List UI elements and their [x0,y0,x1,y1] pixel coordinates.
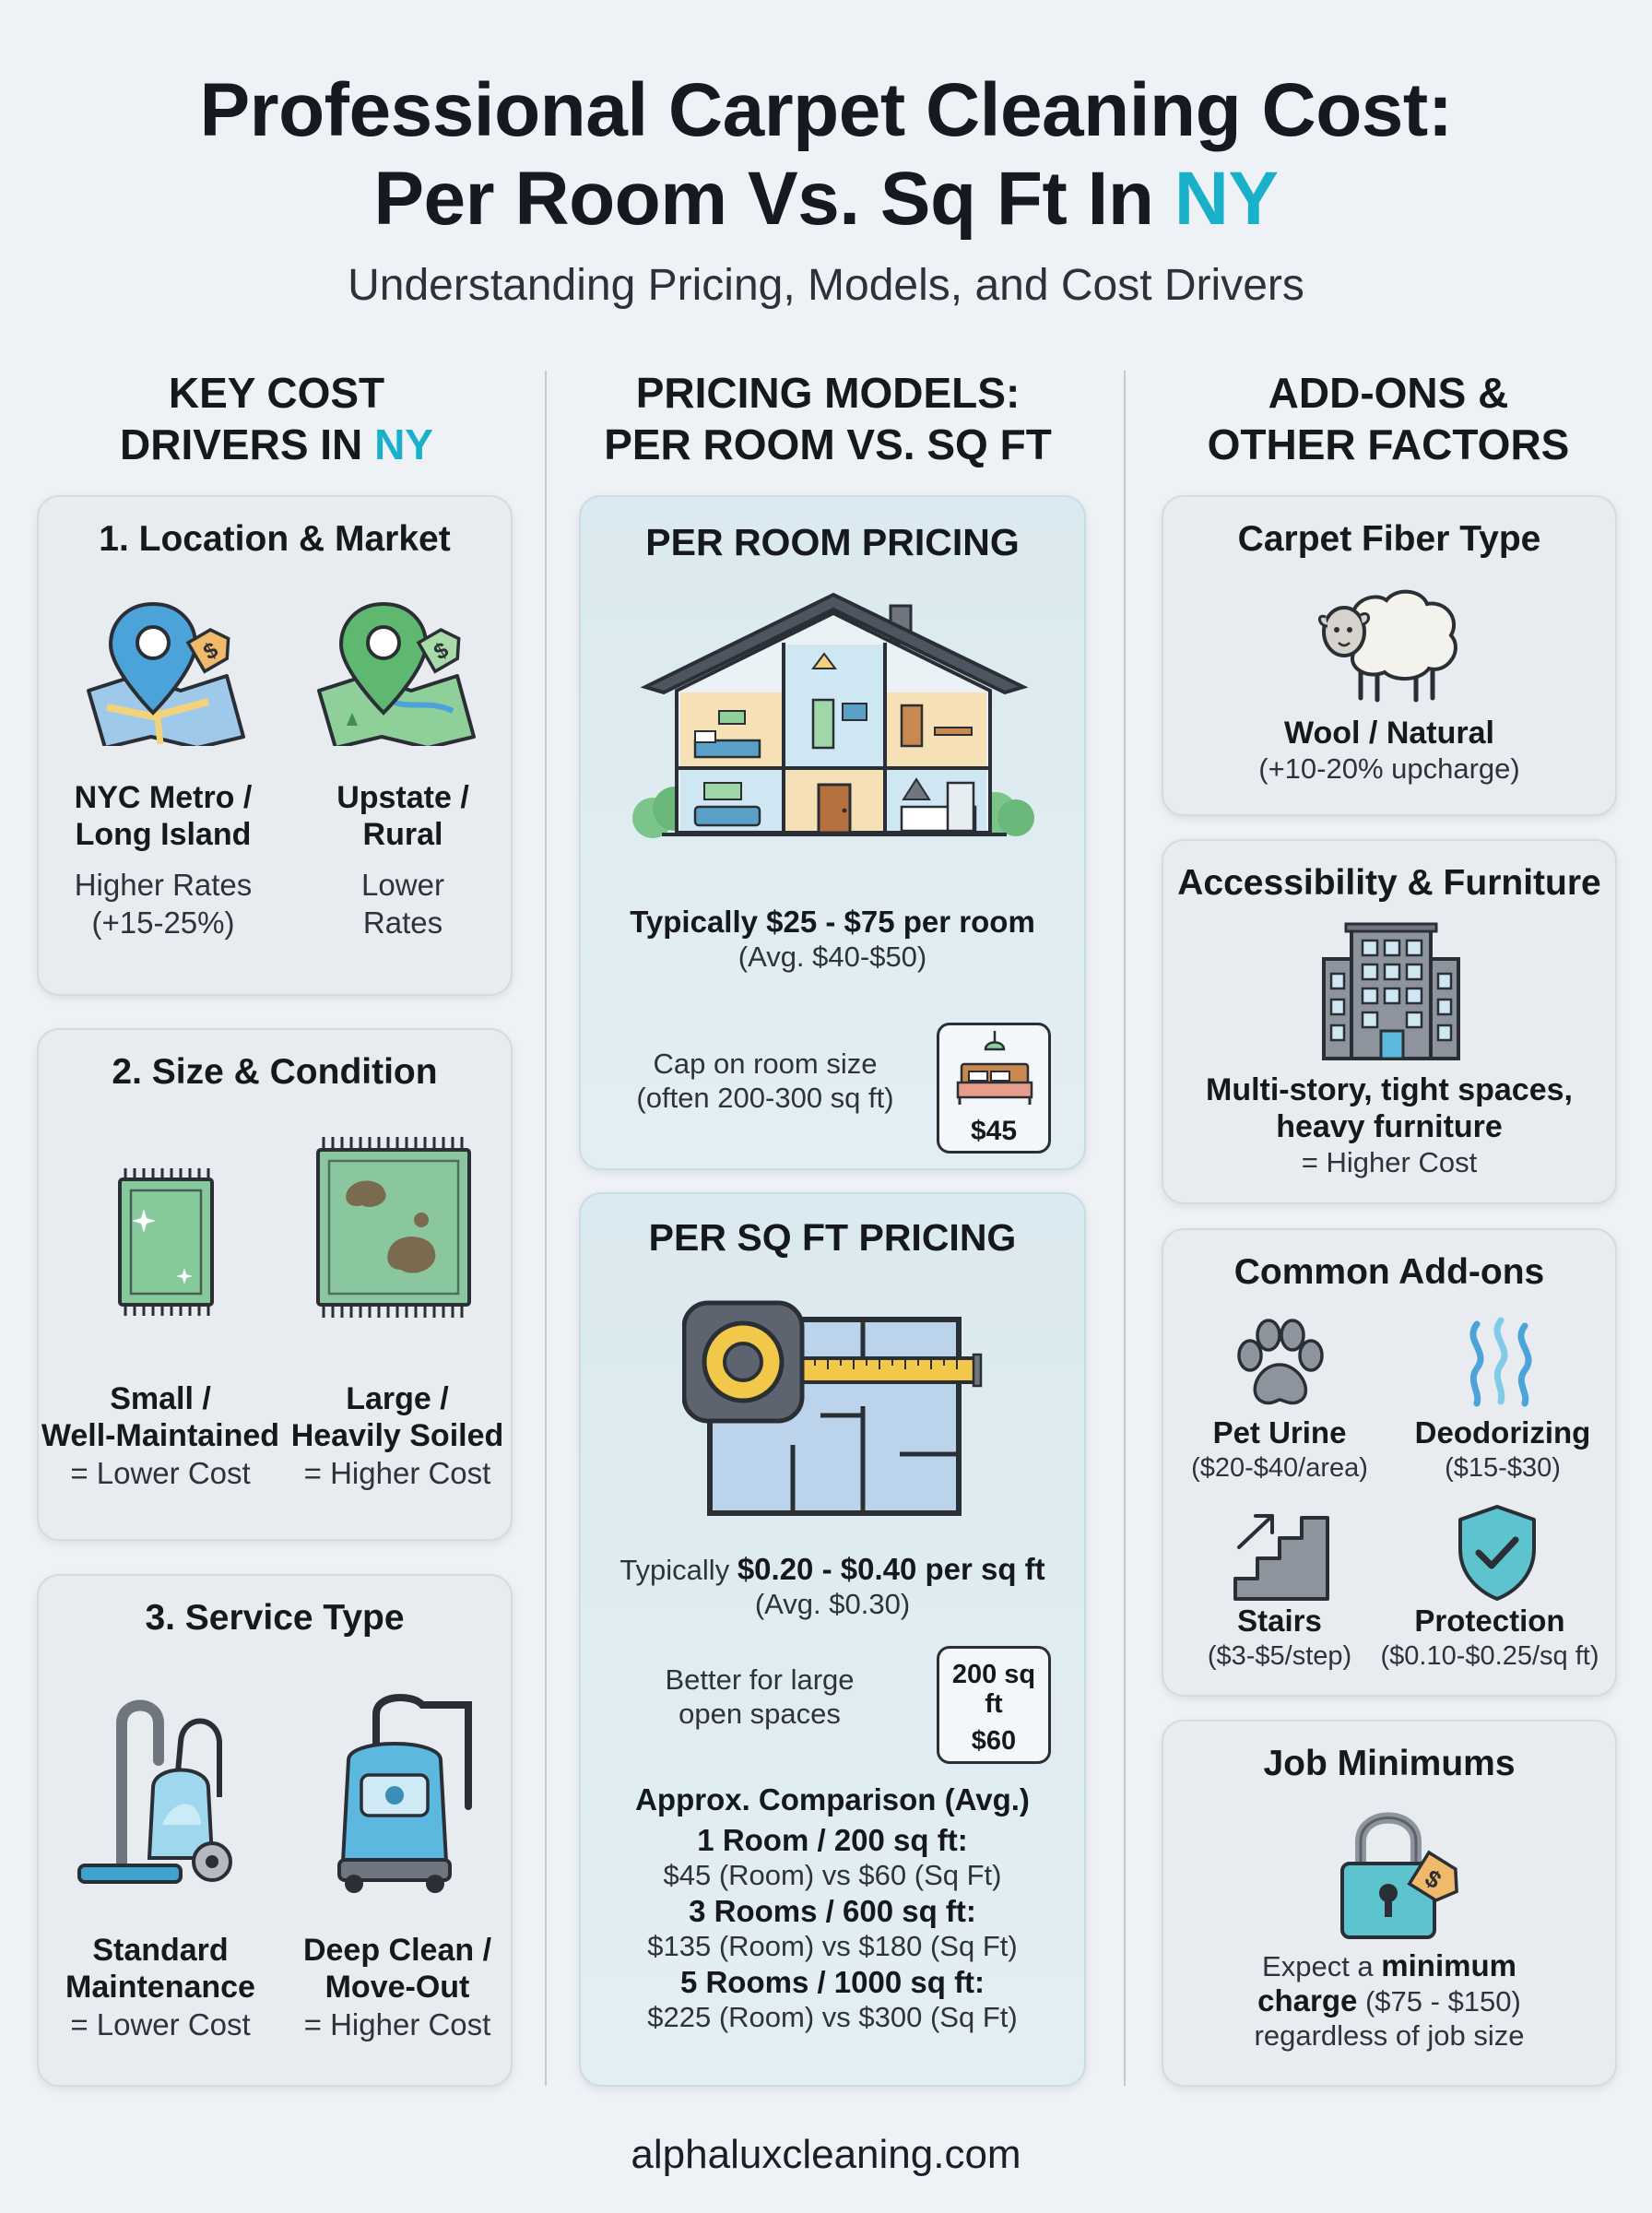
addons-card [1162,1228,1617,1697]
page-subtitle: Understanding Pricing, Models, and Cost Drivers [348,261,1304,310]
column-divider-right [1124,371,1126,2086]
shield-check-icon [1455,1503,1540,1603]
soiled-rug-icon [311,1135,477,1320]
right-column-heading: ADD-ONS & OTHER FACTORS [1207,369,1570,468]
service-type-card [37,1574,513,2087]
fresh-scent-icon [1449,1315,1545,1411]
sheep-icon [1316,580,1468,705]
card-title: 2. Size & Condition [112,1052,438,1092]
comparison-title: Approx. Comparison (Avg.) [635,1782,1030,1817]
page-title [0,66,1652,243]
card-title: Carpet Fiber Type [1237,519,1541,559]
clean-rug-icon [111,1165,221,1320]
middle-column-heading: PRICING MODELS: PER ROOM VS. SQ FT [604,369,1052,468]
room-cap-block: Cap on room size (often 200-300 sq ft) [636,1047,894,1114]
stairs-icon [1232,1507,1333,1603]
bedroom-icon [949,1031,1041,1105]
card-title: Accessibility & Furniture [1177,863,1601,903]
upright-vacuum-icon [70,1686,254,1899]
addon-protection: Protection ($0.10-$0.25/sq ft) [1380,1604,1599,1671]
svg-text:$: $ [1420,1864,1446,1895]
upstate-block: Upstate / Rural Lower Rates [336,780,469,940]
large-spaces-block: Better for large open spaces [665,1663,855,1730]
per-room-range-block: Typically $25 - $75 per room (Avg. $40-$50) [630,905,1035,973]
map-pin-price-tag-icon [301,598,485,746]
small-rug-block: Small / Well-Maintained = Lower Cost [41,1381,280,1490]
padlock-price-tag-icon [1333,1805,1481,1943]
access-block: Multi-story, tight spaces, heavy furniture = Higher Cost [1206,1072,1573,1178]
comparison-item: 3 Rooms / 600 sq ft: $135 (Room) vs $180 (Sq Ft) [647,1894,1018,1962]
svg-text:$: $ [430,637,454,666]
comparison-block [581,1782,1084,2034]
room-price-tag [937,1023,1051,1154]
title-line-1: Professional Carpet Cleaning Cost: [199,68,1453,152]
minimum-charge-block: Expect a minimum charge ($75 - $150) regardless of job size [1254,1948,1525,2052]
tape-measure-floorplan-icon [682,1297,986,1519]
building-icon [1320,922,1462,1060]
svg-text:$: $ [199,637,223,666]
deep-clean-block: Deep Clean / Move-Out = Higher Cost [302,1933,492,2041]
size-condition-card [37,1028,513,1541]
wool-block: Wool / Natural (+10-20% upcharge) [1258,716,1520,785]
per-sqft-card [579,1192,1086,2087]
paw-icon [1232,1319,1328,1409]
sqft-price-label: $60 [971,1726,1017,1756]
card-title: Job Minimums [1263,1744,1516,1783]
card-title: PER SQ FT PRICING [648,1216,1017,1259]
room-price-label: $45 [970,1116,1018,1146]
title-line-2: Per Room Vs. Sq Ft In NY [373,157,1279,241]
addon-stairs: Stairs ($3-$5/step) [1207,1604,1352,1671]
card-title: Common Add-ons [1233,1252,1545,1292]
card-title: PER ROOM PRICING [645,521,1020,563]
job-minimums-card [1162,1720,1617,2087]
location-card [37,495,513,996]
large-rug-block: Large / Heavily Soiled = Higher Cost [290,1381,504,1490]
nyc-metro-block: NYC Metro / Long Island Higher Rates (+15-25%) [74,780,253,940]
per-sqft-range-block: Typically $0.20 - $0.40 per sq ft (Avg. $0.30) [620,1552,1045,1620]
comparison-item: 1 Room / 200 sq ft: $45 (Room) vs $60 (Sq Ft) [663,1823,1002,1891]
per-room-card [579,495,1086,1170]
sqft-price-tag: 200 sq ft $60 [937,1646,1051,1764]
title-accent: NY [1174,157,1279,241]
column-divider-left [545,371,547,2086]
left-column-heading: KEY COST DRIVERS IN NY [120,369,433,468]
map-pin-price-tag-icon [70,598,254,746]
house-cross-section-icon [625,589,1044,838]
standard-maintenance-block: Standard Maintenance = Lower Cost [65,1933,255,2041]
accessibility-card [1162,839,1617,1204]
addon-deodorizing: Deodorizing ($15-$30) [1414,1415,1591,1483]
website-link[interactable]: alphaluxcleaning.com [631,2132,1021,2177]
comparison-item: 5 Rooms / 1000 sq ft: $225 (Room) vs $300 (Sq Ft) [647,1965,1018,2033]
addon-pet-urine: Pet Urine ($20-$40/area) [1191,1415,1368,1483]
fiber-type-card [1162,495,1617,816]
carpet-extractor-icon [321,1686,487,1899]
card-title: 1. Location & Market [99,519,451,559]
card-title: 3. Service Type [145,1598,405,1638]
